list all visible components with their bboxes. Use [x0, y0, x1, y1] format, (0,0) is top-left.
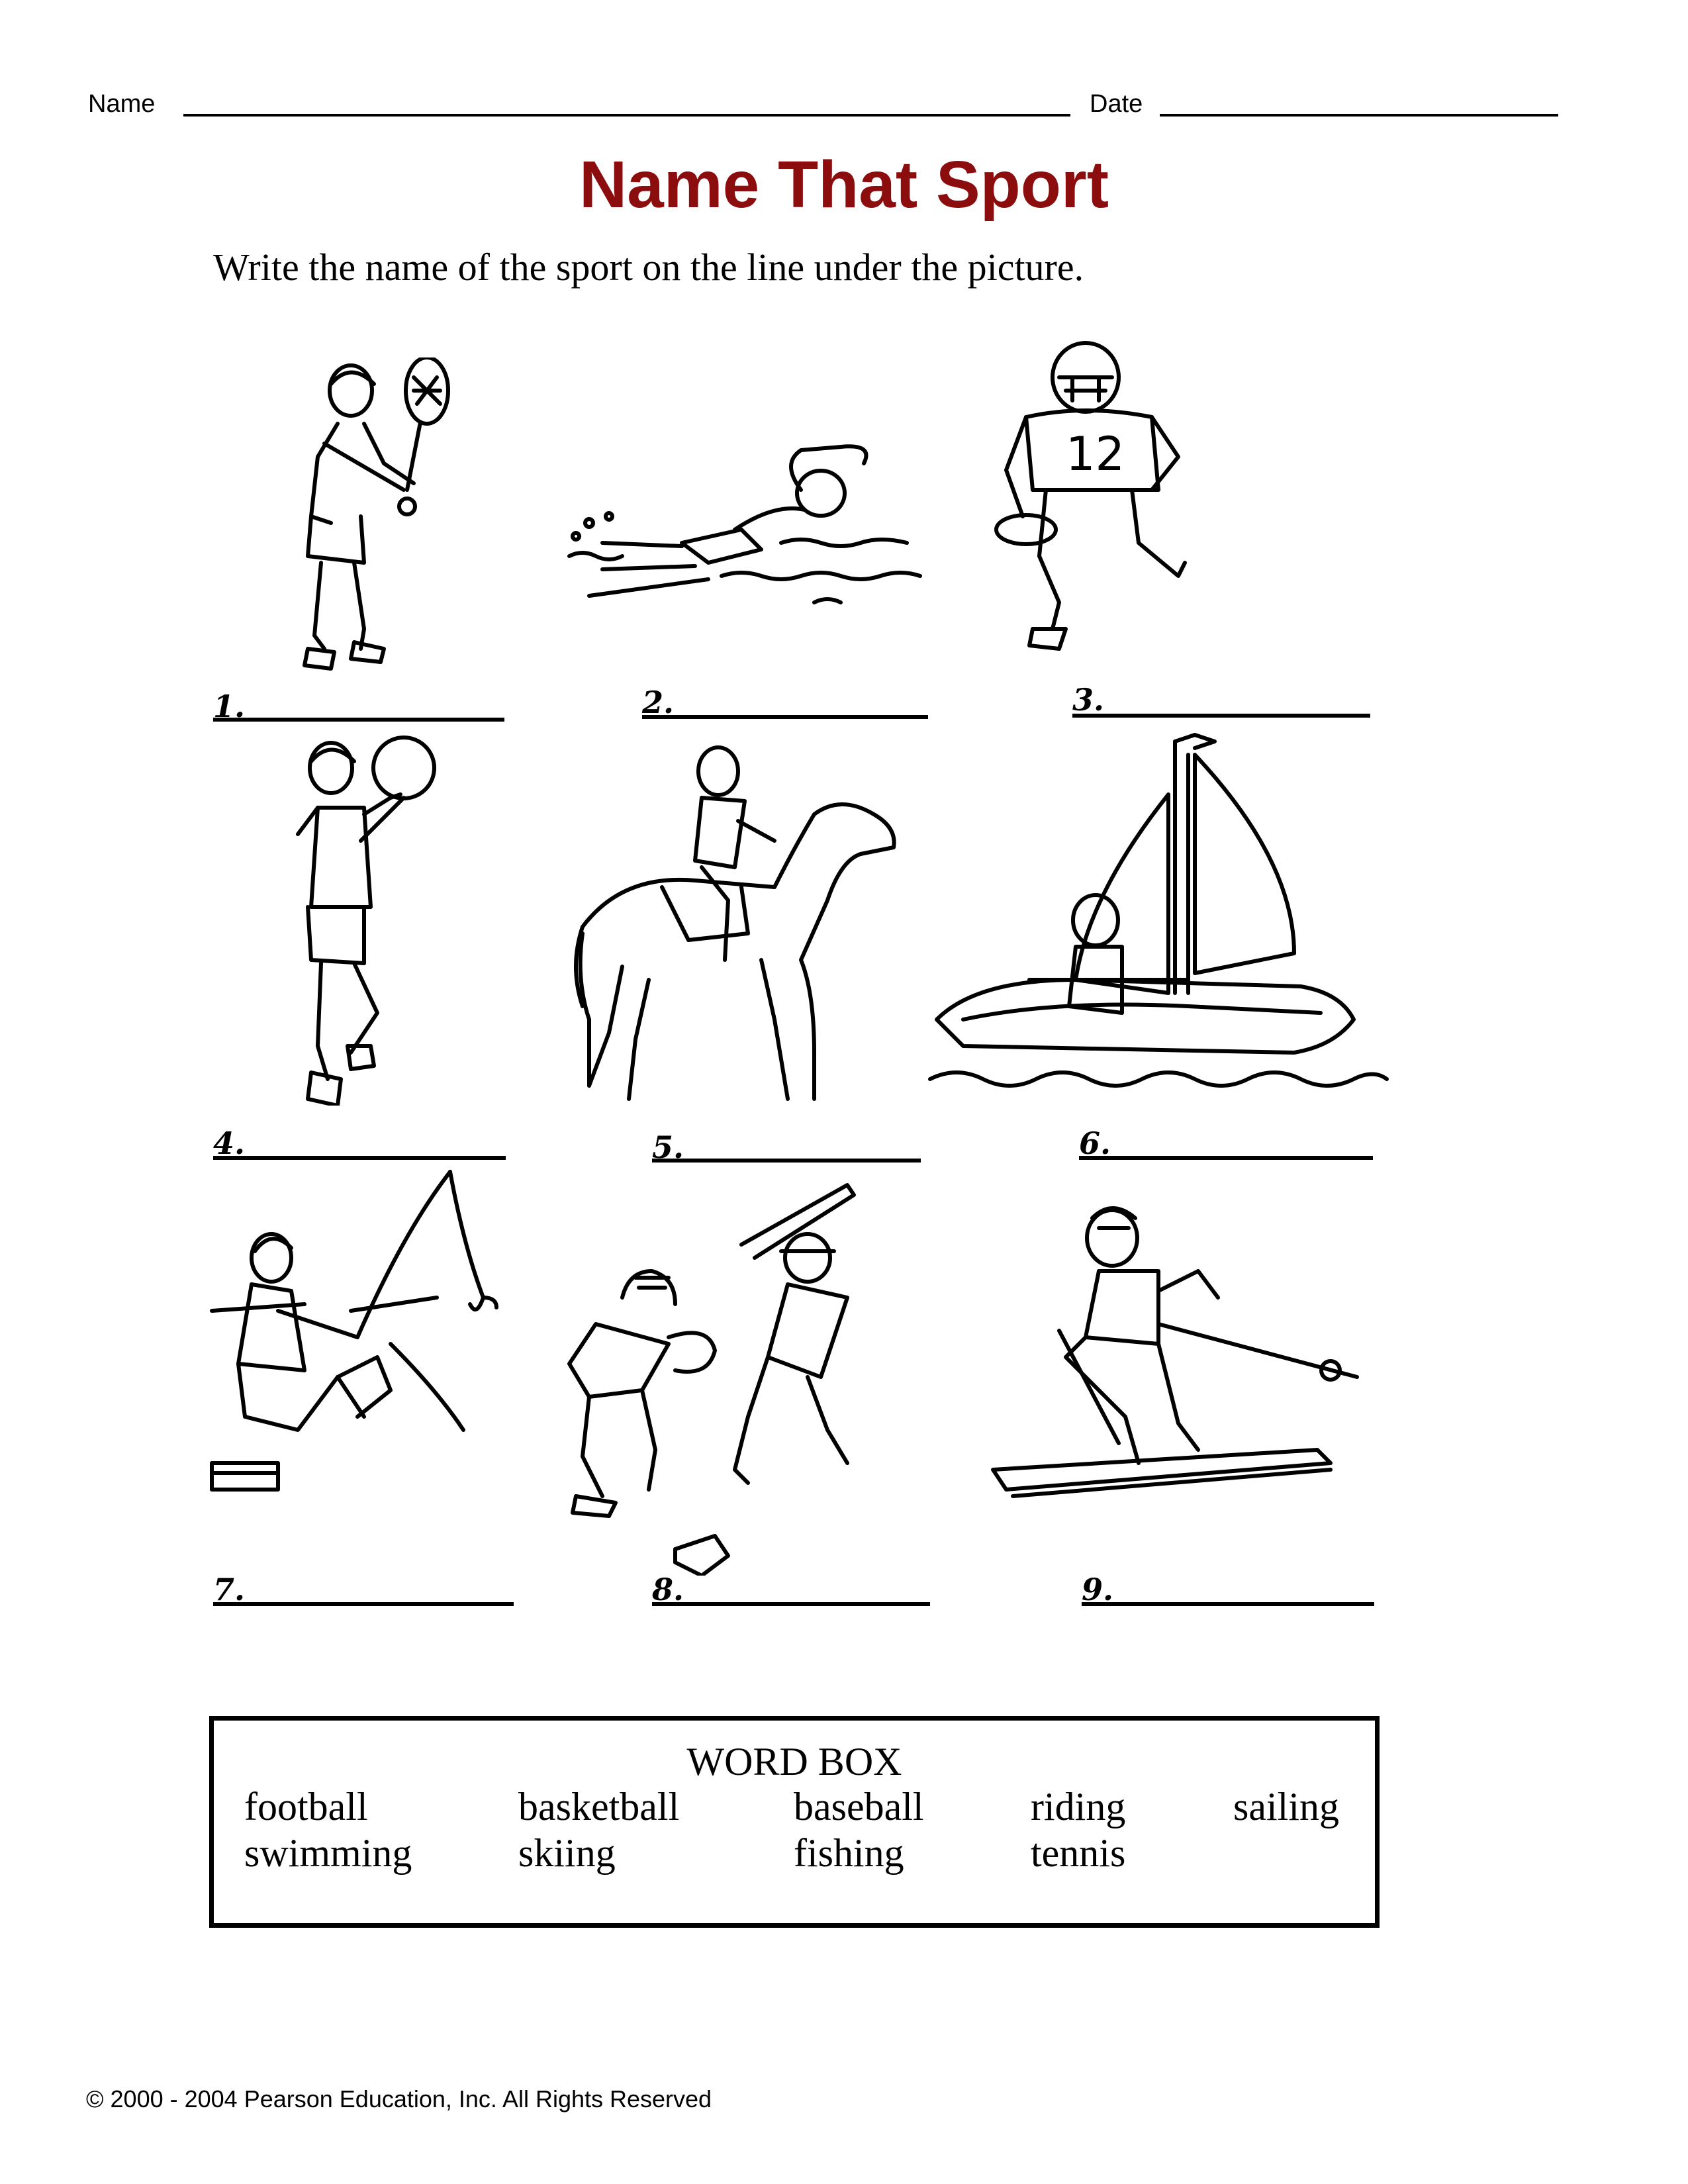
page-title: Name That Sport	[579, 148, 1109, 222]
answer-line-5[interactable]	[652, 1159, 921, 1163]
sailboat-icon	[923, 728, 1400, 1099]
word-box-word: basketball	[518, 1785, 680, 1828]
answer-line-4[interactable]	[213, 1156, 506, 1160]
horse-rider-icon	[563, 741, 907, 1119]
word-box-word: football	[244, 1785, 368, 1828]
picture-number: 7.	[213, 1572, 246, 1607]
instructions: Write the name of the sport on the line under the picture.	[213, 246, 1084, 289]
word-box-word: tennis	[1031, 1831, 1126, 1875]
word-box-title: WORD BOX	[686, 1740, 902, 1783]
answer-line-9[interactable]	[1082, 1602, 1374, 1606]
word-box-word: swimming	[244, 1831, 412, 1875]
picture-number: 1.	[213, 688, 246, 724]
basketball-player-icon	[291, 735, 450, 1106]
word-box-word: sailing	[1233, 1785, 1339, 1828]
copyright-notice: © 2000 - 2004 Pearson Education, Inc. All Rights Reserved	[86, 2085, 712, 2113]
word-box	[209, 1716, 1380, 1928]
picture-number: 5.	[652, 1129, 684, 1165]
answer-line-6[interactable]	[1079, 1156, 1373, 1160]
swimmer-icon	[563, 437, 933, 636]
word-box-word: fishing	[794, 1831, 904, 1875]
answer-line-3[interactable]	[1072, 714, 1370, 718]
word-box-word: skiing	[518, 1831, 616, 1875]
svg-text:12: 12	[1066, 427, 1125, 481]
answer-line-7[interactable]	[213, 1602, 514, 1606]
skier-icon	[986, 1198, 1383, 1509]
name-label: Name	[88, 90, 156, 118]
baseball-players-icon	[543, 1178, 914, 1576]
picture-number: 9.	[1082, 1572, 1114, 1607]
date-label: Date	[1090, 90, 1143, 118]
word-box-word: riding	[1031, 1785, 1126, 1828]
word-box-word: baseball	[794, 1785, 924, 1828]
name-input-line[interactable]	[183, 114, 1070, 117]
football-player-icon	[986, 338, 1198, 655]
answer-line-8[interactable]	[652, 1602, 930, 1606]
tennis-player-icon	[285, 357, 470, 675]
answer-line-2[interactable]	[642, 715, 928, 719]
picture-number: 2.	[642, 685, 675, 720]
fisherman-icon	[205, 1165, 536, 1496]
picture-number: 6.	[1079, 1125, 1111, 1161]
picture-number: 3.	[1072, 682, 1105, 718]
picture-number: 4.	[213, 1125, 246, 1161]
date-input-line[interactable]	[1160, 114, 1558, 117]
picture-number: 8.	[652, 1572, 684, 1607]
answer-line-1[interactable]	[213, 718, 504, 722]
